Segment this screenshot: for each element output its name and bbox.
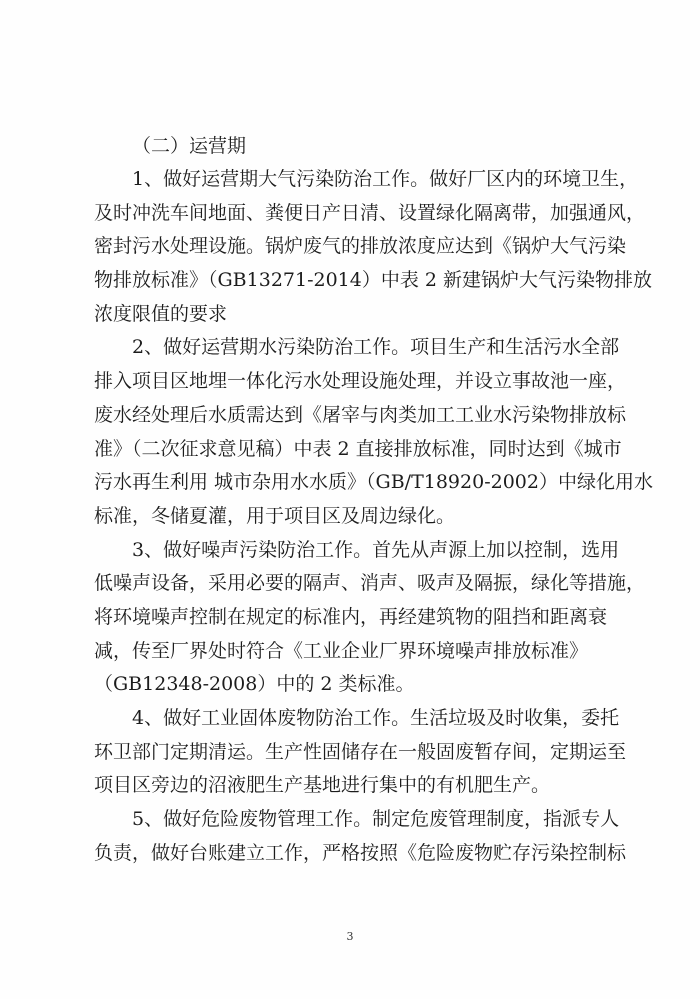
paragraph-line: 2、做好运营期水污染防治工作。项目生产和生活污水全部 (132, 336, 620, 359)
paragraph-line: 3、做好噪声污染防治工作。首先从声源上加以控制，选用 (132, 538, 620, 561)
paragraph-line: 物排放标准》（GB13271-2014）中表 2 新建锅炉大气污染物排放 (94, 269, 653, 292)
document-body (94, 130, 653, 870)
paragraph-line: 排入项目区地埋一体化污水处理设施处理，并设立事故池一座， (94, 370, 627, 393)
paragraph-line: 废水经处理后水质需达到《屠宰与肉类加工工业水污染物排放标 (94, 403, 627, 426)
paragraph-line: 项目区旁边的沼液肥生产基地进行集中的有机肥生产。 (94, 774, 551, 797)
paragraph-line: 密封污水处理设施。锅炉废气的排放浓度应达到《锅炉大气污染 (94, 235, 627, 258)
paragraph-line: 负责，做好台账建立工作，严格按照《危险废物贮存污染控制标 (94, 841, 627, 864)
paragraph-hazardous-waste (94, 803, 627, 870)
paragraph-air-pollution (94, 163, 653, 331)
paragraph-water-pollution (94, 331, 653, 533)
paragraph-line: 5、做好危险废物管理工作。制定危废管理制度，指派专人 (132, 808, 620, 831)
paragraph-line: 及时冲洗车间地面、粪便日产日清、设置绿化隔离带，加强通风， (94, 201, 646, 224)
paragraph-line: 污水再生利用 城市杂用水水质》（GB/T18920-2002）中绿化用水 (94, 471, 653, 494)
paragraph-line: 标准，冬储夏灌，用于项目区及周边绿化。 (94, 504, 456, 527)
paragraph-line: 1、做好运营期大气污染防治工作。做好厂区内的环境卫生， (132, 168, 639, 190)
paragraph-line: 低噪声设备，采用必要的隔声、消声、吸声及隔振，绿化等措施， (94, 572, 646, 595)
paragraph-line: 浓度限值的要求 (94, 302, 228, 325)
paragraph-solid-waste (94, 702, 627, 803)
paragraph-line: 环卫部门定期清运。生产性固储存在一般固废暂存间，定期运至 (94, 740, 627, 763)
paragraph-line: 准》（二次征求意见稿）中表 2 直接排放标准，同时达到《城市 (94, 437, 622, 460)
paragraph-line: 减，传至厂界处时符合《工业企业厂界环境噪声排放标准》 (94, 639, 589, 662)
paragraph-line: 将环境噪声控制在规定的标准内，再经建筑物的阻挡和距离衰 (94, 605, 608, 628)
section-heading: （二）运营期 (132, 135, 247, 157)
paragraph-noise-pollution (94, 534, 646, 702)
paragraph-line: 4、做好工业固体废物防治工作。生活垃圾及时收集，委托 (132, 707, 620, 729)
page-number: 3 (346, 930, 354, 943)
paragraph-line: （GB12348-2008）中的 2 类标准。 (94, 673, 415, 696)
